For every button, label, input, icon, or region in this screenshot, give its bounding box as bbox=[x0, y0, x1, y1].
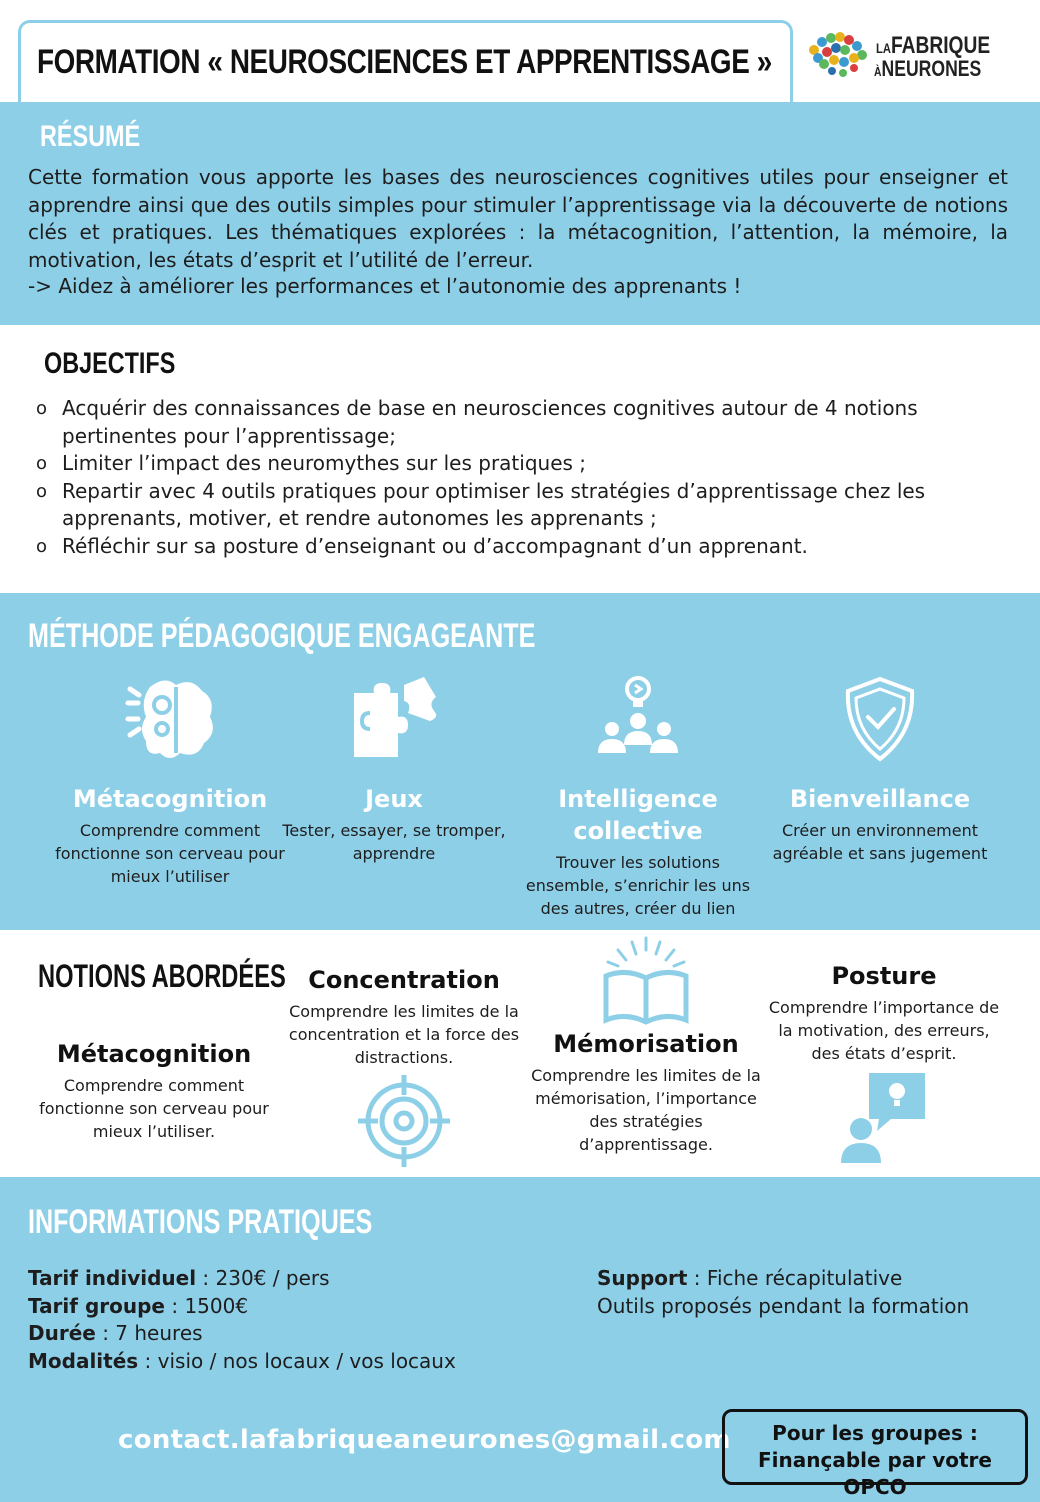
page-title: FORMATION « NEUROSCIENCES ET APPRENTISSAGE » bbox=[37, 43, 772, 81]
list-item: o Réfléchir sur sa posture d’enseignant ou d’accompagnant d’un apprenant. bbox=[36, 533, 966, 561]
infos-section bbox=[0, 1177, 1040, 1502]
title-box bbox=[18, 20, 793, 102]
methode-title: MÉTHODE PÉDAGOGIQUE ENGAGEANTE bbox=[28, 617, 536, 655]
resume-title: RÉSUMÉ bbox=[40, 120, 141, 153]
brain-gears-icon bbox=[120, 673, 220, 765]
methode-item-desc: Comprendre comment fonctionne son cerveau pour mieux l’utiliser bbox=[55, 821, 285, 886]
infos-title: INFORMATIONS PRATIQUES bbox=[28, 1203, 373, 1241]
methode-item-intelligence-collective bbox=[518, 673, 758, 920]
notion-title: Mémorisation bbox=[553, 1030, 739, 1058]
methode-item-metacognition bbox=[50, 673, 290, 888]
notion-title: Posture bbox=[831, 962, 937, 990]
list-item: o Repartir avec 4 outils pratiques pour optimiser les stratégies d’apprentissage chez les apprenants, motiver, et rendre autonomes les apprenants ; bbox=[36, 478, 966, 533]
methode-item-desc: Trouver les solutions ensemble, s’enrichir les uns des autres, créer du lien bbox=[525, 853, 751, 918]
notion-memorisation bbox=[526, 934, 766, 1156]
info-support-line2: Outils proposés pendant la formation bbox=[597, 1293, 970, 1318]
methode-item-desc: Tester, essayer, se tromper, apprendre bbox=[282, 821, 506, 863]
notions-section bbox=[0, 930, 1040, 1177]
logo-text-bottom: ÀNEURONES bbox=[874, 56, 982, 81]
resume-cta: -> Aidez à améliorer les performances et l’autonomie des apprenants ! bbox=[28, 274, 742, 298]
objectifs-title: OBJECTIFS bbox=[44, 347, 176, 380]
opco-box bbox=[722, 1409, 1028, 1499]
group-idea-icon bbox=[588, 673, 688, 765]
notion-desc: Comprendre les limites de la concentration et la force des distractions. bbox=[288, 1002, 520, 1067]
notions-title: NOTIONS ABORDÉES bbox=[38, 958, 286, 994]
puzzle-icon bbox=[344, 673, 444, 765]
info-modalites: Modalités : visio / nos locaux / vos locaux bbox=[28, 1348, 456, 1373]
contact-email-link[interactable]: contact.lafabriqueaneurones@gmail.com bbox=[118, 1425, 731, 1455]
notion-title: Métacognition bbox=[56, 1040, 252, 1068]
notion-title: Concentration bbox=[308, 966, 500, 994]
header bbox=[0, 0, 1040, 102]
info-tarif-individuel: Tarif individuel : 230€ / pers bbox=[28, 1266, 330, 1290]
objectifs-list bbox=[36, 395, 966, 560]
open-book-icon bbox=[598, 934, 694, 1026]
methode-item-desc: Créer un environnement agréable et sans jugement bbox=[772, 821, 988, 863]
opco-line-1: Pour les groupes : bbox=[772, 1421, 978, 1445]
methode-item-title: Jeux bbox=[365, 785, 423, 813]
info-duree: Durée : 7 heures bbox=[28, 1321, 203, 1345]
notion-desc: Comprendre l’importance de la motivation, des erreurs, des états d’esprit. bbox=[768, 998, 1000, 1063]
notion-desc: Comprendre comment fonctionne son cerveau pour mieux l’utiliser. bbox=[39, 1076, 269, 1141]
info-tarif-groupe: Tarif groupe : 1500€ bbox=[28, 1293, 249, 1318]
notion-desc: Comprendre les limites de la mémorisation, l’importance des stratégies d’apprentissage. bbox=[531, 1066, 761, 1154]
methode-item-title: Métacognition bbox=[72, 785, 268, 813]
methode-item-title: Bienveillance bbox=[789, 785, 971, 813]
logo-text-top: LAFABRIQUE bbox=[876, 32, 991, 59]
list-item: o Limiter l’impact des neuromythes sur les pratiques ; bbox=[36, 450, 966, 478]
target-icon bbox=[356, 1073, 452, 1169]
person-idea-icon bbox=[839, 1071, 929, 1163]
objectifs-section bbox=[0, 325, 1040, 593]
methode-section bbox=[0, 593, 1040, 930]
logo bbox=[804, 22, 1004, 92]
resume-section bbox=[0, 102, 1040, 325]
info-support: Support : Fiche récapitulative bbox=[597, 1266, 903, 1290]
notion-posture bbox=[764, 960, 1004, 1163]
list-item: o Acquérir des connaissances de base en neurosciences cognitives autour de 4 notions pertinentes pour l’apprentissage; bbox=[36, 395, 966, 450]
methode-item-title: Intelligence collective bbox=[558, 785, 718, 845]
opco-line-2: Finançable par votre OPCO bbox=[758, 1448, 992, 1499]
notion-metacognition bbox=[34, 1038, 274, 1143]
methode-item-jeux bbox=[274, 673, 514, 865]
methode-item-bienveillance bbox=[760, 673, 1000, 865]
shield-check-icon bbox=[830, 673, 930, 765]
brain-dots-logo-icon bbox=[804, 28, 870, 84]
notion-concentration bbox=[284, 964, 524, 1169]
resume-text: Cette formation vous apporte les bases des neurosciences cognitives utiles pour enseigner et apprendre ainsi que des outils simples pour stimuler l’apprentissage via la découverte de notions clés et pratiques. Les thématiques explorées : la métacognition, l’attention, la mémoire, la motivation, les états d’esprit et l’utilité de l’erreur. bbox=[28, 165, 1008, 272]
